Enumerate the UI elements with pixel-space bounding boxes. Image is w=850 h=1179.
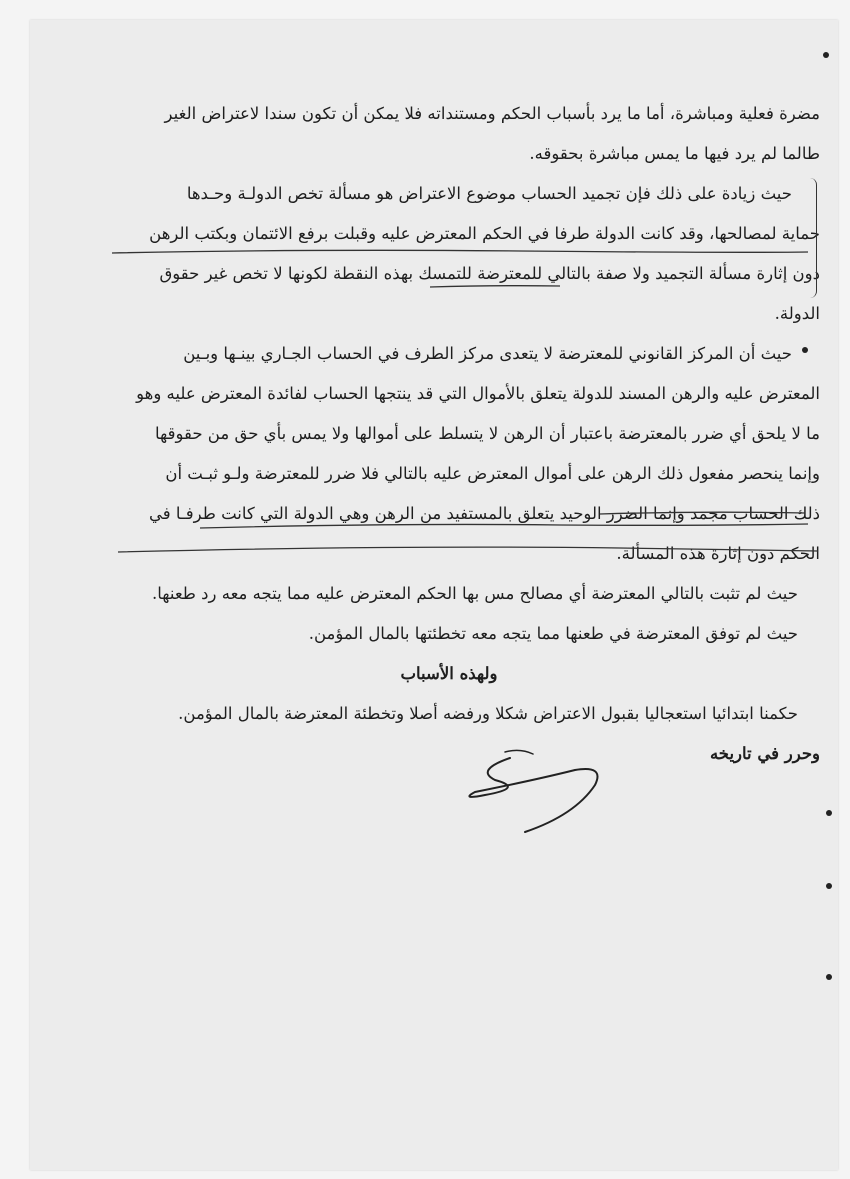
text-line: الدولة. [774,304,820,323]
text-line: وإنما ينحصر مفعول ذلك الرهن على أموال المعترض عليه بالتالي فلا ضرر للمعترضة ولـو ثبـت أن [165,464,820,483]
signature [455,740,625,850]
margin-dot [826,883,832,889]
text-line: طالما لم يرد فيها ما يمس مباشرة بحقوقه. [529,144,820,163]
text-line: حيث زيادة على ذلك فإن تجميد الحساب موضوع الاعتراض هو مسألة تخص الدولـة وحـدها [186,184,792,203]
text-line: حيث لم تثبت بالتالي المعترضة أي مصالح مس بها الحكم المعترض عليه مما يتجه معه رد طعنها. [151,584,798,603]
verdict-line: حكمنا ابتدائيا استعجاليا بقبول الاعتراض شكلا ورفضه أصلا وتخطئة المعترضة بالمال المؤمن. [178,704,798,723]
margin-dot [826,810,832,816]
text-line: ذلك الحساب مجمد وإنما الضرر الوحيد يتعلق بالمستفيد من الرهن وهي الدولة التي كانت طرفـا في [148,504,820,523]
text-line: الحكم دون إثارة هذه المسألة. [616,544,820,563]
document-body [78,94,820,774]
text-line: المعترض عليه والرهن المسند للدولة يتعلق بالأموال التي قد ينتجها الحساب لفائدة المعترض عليه وهو [136,384,820,403]
text-line: دون إثارة مسألة التجميد ولا صفة بالتالي للمعترضة للتمسك بهذه النقطة لكونها لا تخص غير حقوق [159,264,820,283]
text-line: حماية لمصالحها، وقد كانت الدولة طرفا في الحكم المعترض عليه وقبلت برفع الائتمان وبكتب الرهن [149,224,820,243]
text-line: حيث أن المركز القانوني للمعترضة لا يتعدى مركز الطرف في الحساب الجـاري بينـها وبـين [183,344,792,363]
text-line: ما لا يلحق أي ضرر بالمعترضة باعتبار أن الرهن لا يتسلط على أموالها ولا يمس بأي حق من حقوقها [154,424,820,443]
text-line: حيث لم توفق المعترضة في طعنها مما يتجه معه تخطئتها بالمال المؤمن. [308,624,798,643]
margin-bullet [802,347,808,353]
section-heading: ولهذه الأسباب [400,664,498,683]
margin-dot [823,52,829,58]
dated-line: وحرر في تاريخه [709,744,820,763]
margin-bracket [810,178,817,298]
margin-dot [826,974,832,980]
text-line: مضرة فعلية ومباشرة، أما ما يرد بأسباب الحكم ومستنداته فلا يمكن أن تكون سندا لاعتراض الغير [164,104,820,123]
